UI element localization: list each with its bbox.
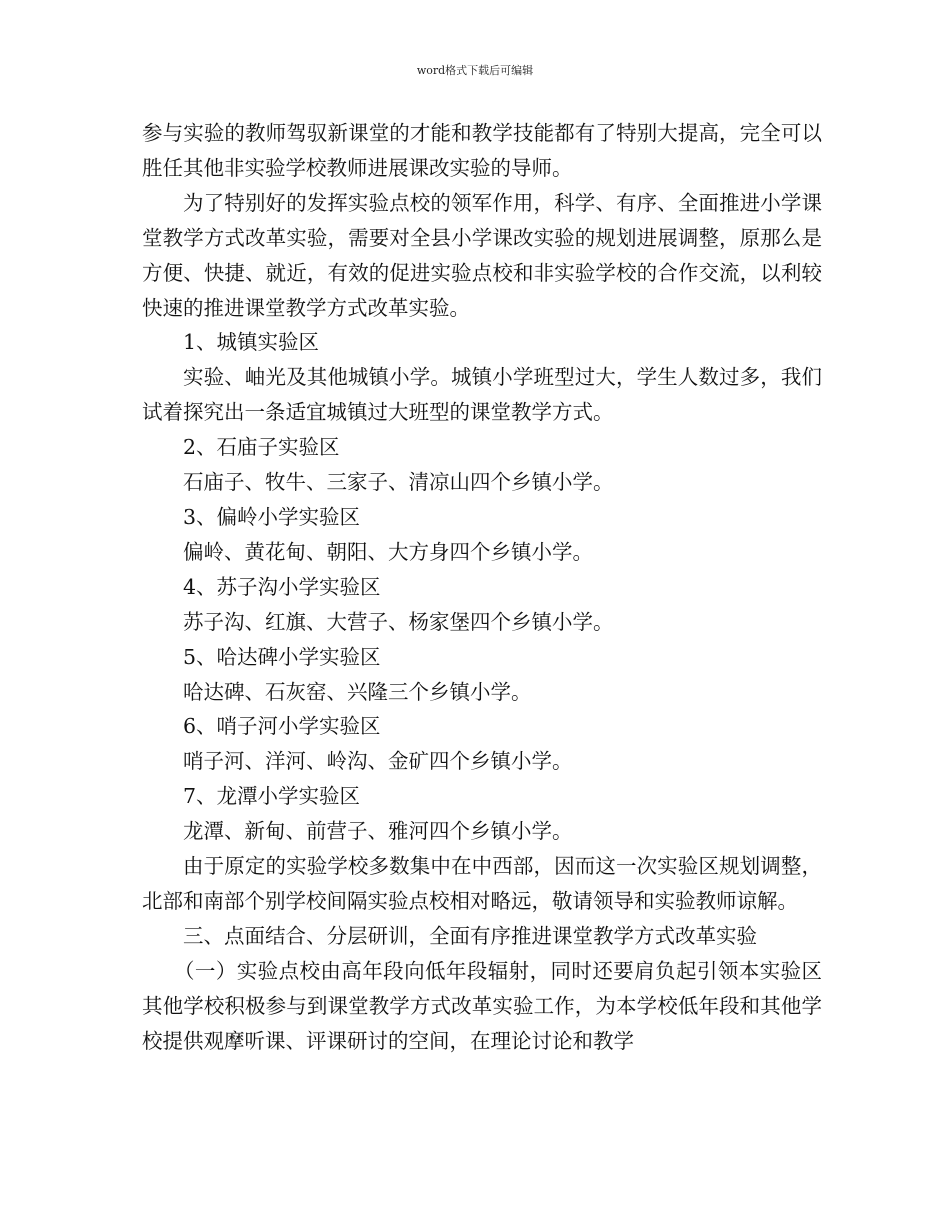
paragraph: 参与实验的教师驾驭新课堂的才能和教学技能都有了特别大提高，完全可以胜任其他非实验学校教师进展课改实验的导师。 [142, 121, 822, 180]
page-header: word格式下载后可编辑 [416, 64, 534, 77]
paragraph: 石庙子、牧牛、三家子、清凉山四个乡镇小学。 [183, 470, 614, 495]
paragraph: 哈达碑、石灰窑、兴隆三个乡镇小学。 [183, 679, 532, 704]
section-heading: 1、城镇实验区 [183, 330, 320, 355]
paragraph: 偏岭、黄花甸、朝阳、大方身四个乡镇小学。 [183, 539, 593, 564]
section-heading: 7、龙潭小学实验区 [183, 784, 361, 809]
section-heading: 三、点面结合、分层研训，全面有序推进课堂教学方式改革实验 [183, 923, 757, 948]
paragraph: 实验、岫光及其他城镇小学。城镇小学班型过大，学生人数过多，我们试着探究出一条适宜城镇过大班型的课堂教学方式。 [142, 365, 822, 425]
paragraph: 由于原定的实验学校多数集中在中西部，因而这一次实验区规划调整，北部和南部个别学校间隔实验点校相对略远，敬请领导和实验教师谅解。 [142, 854, 822, 913]
paragraph: 苏子沟、红旗、大营子、杨家堡四个乡镇小学。 [183, 609, 614, 634]
section-heading: 6、哨子河小学实验区 [183, 714, 381, 739]
paragraph: （一）实验点校由高年段向低年段辐射，同时还要肩负起引领本实验区其他学校积极参与到课堂教学方式改革实验工作，为本学校低年段和其他学校提供观摩听课、评课研讨的空间，在理论讨论和教学 [142, 958, 822, 1053]
paragraph: 龙潭、新甸、前营子、雅河四个乡镇小学。 [183, 819, 573, 844]
document-body [142, 116, 822, 1058]
paragraph: 哨子河、洋河、岭沟、金矿四个乡镇小学。 [183, 749, 573, 774]
section-heading: 5、哈达碑小学实验区 [183, 644, 381, 669]
paragraph: 为了特别好的发挥实验点校的领军作用，科学、有序、全面推进小学课堂教学方式改革实验，需要对全县小学课改实验的规划进展调整，原那么是方便、快捷、就近，有效的促进实验点校和非实验学校的合作交流，以利较快速的推进课堂教学方式改革实验。 [142, 190, 822, 320]
section-heading: 3、偏岭小学实验区 [183, 504, 361, 529]
section-heading: 2、石庙子实验区 [183, 435, 340, 460]
section-heading: 4、苏子沟小学实验区 [183, 574, 381, 599]
